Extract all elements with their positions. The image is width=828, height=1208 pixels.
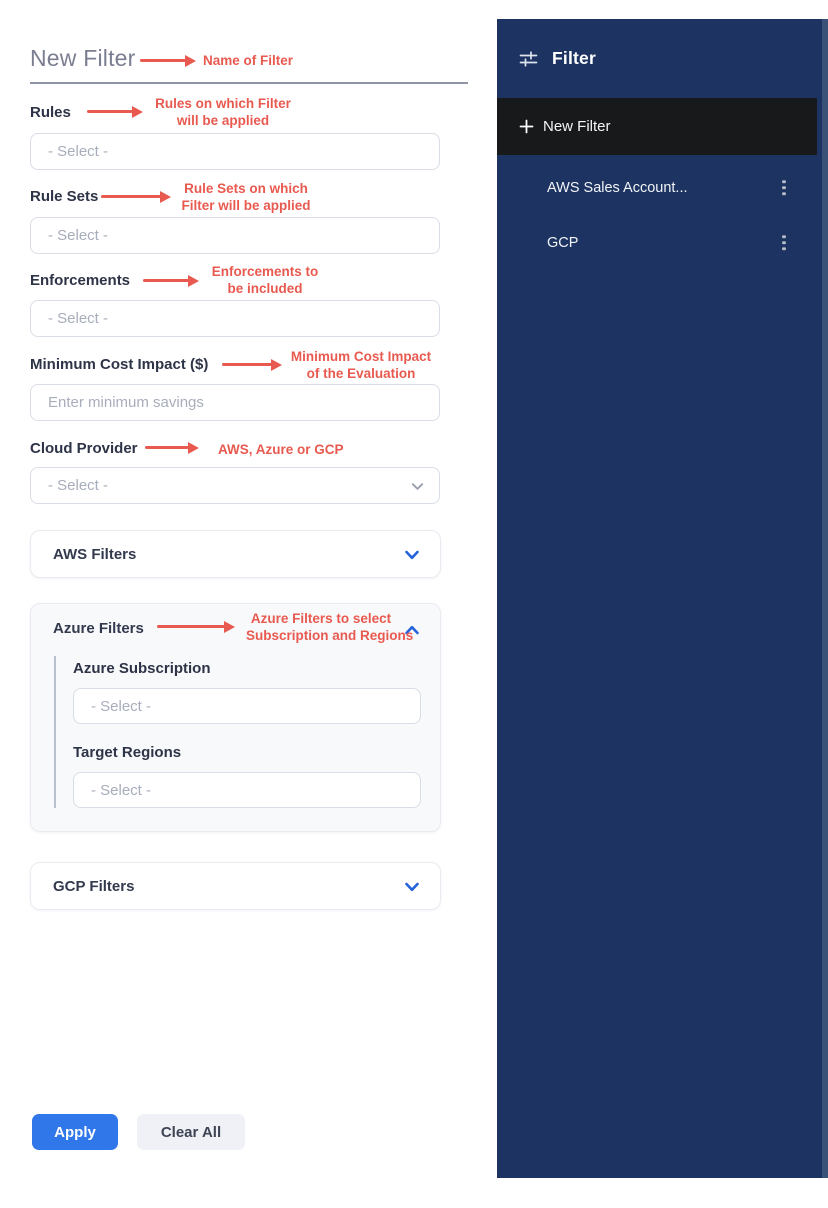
aws-filters-panel[interactable]: [30, 530, 441, 578]
sidebar-item-gcp[interactable]: [497, 215, 828, 270]
clear-all-button[interactable]: Clear All: [137, 1114, 245, 1150]
sidebar-item-label: GCP: [547, 234, 579, 251]
new-filter-button[interactable]: [497, 98, 817, 155]
azure-panel-indent-line: [54, 656, 56, 808]
page-title: New Filter: [30, 45, 136, 71]
min-cost-input[interactable]: [30, 384, 440, 421]
annotation-arrow-cloud-provider: [145, 446, 189, 449]
sidebar-scrollbar[interactable]: [822, 19, 828, 1178]
annotation-arrow-rule-sets: [101, 195, 161, 198]
target-regions-placeholder: - Select -: [91, 781, 152, 799]
cloud-provider-select-placeholder: - Select -: [48, 477, 109, 494]
annotation-arrow-rules: [87, 110, 133, 113]
sidebar-item-aws-sales-account[interactable]: [497, 160, 828, 215]
kebab-menu-icon[interactable]: [778, 176, 790, 200]
annotation-rule-sets: [170, 181, 322, 214]
chevron-down-icon[interactable]: [404, 879, 420, 895]
gcp-filters-panel[interactable]: [30, 862, 441, 910]
rules-select[interactable]: [30, 133, 440, 170]
rule-sets-select[interactable]: [30, 217, 440, 254]
enforcements-label: Enforcements: [30, 272, 131, 289]
annotation-rules: [148, 96, 298, 129]
new-filter-button-label: New Filter: [543, 118, 611, 135]
azure-subscription-placeholder: - Select -: [91, 697, 152, 715]
rules-label: Rules: [30, 104, 71, 121]
annotation-azure: [246, 611, 414, 644]
target-regions-select[interactable]: [73, 772, 421, 808]
annotation-rules-line1: Rules on which Filter: [155, 96, 291, 111]
annotation-arrow-azure: [157, 625, 225, 628]
annotation-rule-sets-line1: Rule Sets on which: [184, 181, 308, 196]
annotation-min-cost-line1: Minimum Cost Impact: [290, 349, 432, 364]
annotation-name: Name of Filter: [203, 53, 294, 68]
annotation-enforcements-line1: Enforcements to: [211, 264, 319, 279]
annotation-min-cost: [288, 349, 434, 382]
chevron-down-icon[interactable]: [404, 547, 420, 563]
gcp-filters-label: GCP Filters: [53, 878, 135, 895]
title-divider: [30, 82, 468, 84]
aws-filters-label: AWS Filters: [53, 546, 137, 563]
enforcements-select[interactable]: [30, 300, 440, 337]
sidebar-title: Filter: [552, 48, 596, 68]
cloud-provider-label: Cloud Provider: [30, 440, 138, 457]
azure-subscription-label: Azure Subscription: [73, 660, 211, 677]
filter-sidebar: [497, 19, 828, 1178]
plus-icon: [519, 119, 534, 134]
rule-sets-label: Rule Sets: [30, 188, 99, 205]
annotation-arrow-enforcements: [143, 279, 189, 282]
annotation-enforcements: [192, 264, 338, 297]
annotation-cloud-provider: AWS, Azure or GCP: [218, 442, 344, 457]
azure-filters-label: Azure Filters: [53, 620, 144, 637]
min-cost-label: Minimum Cost Impact ($): [30, 356, 209, 373]
annotation-azure-line1: Azure Filters to select: [250, 611, 392, 626]
sidebar-header: [497, 19, 828, 98]
rule-sets-select-placeholder: - Select -: [48, 227, 109, 244]
annotation-azure-line2: Subscription and Regions: [246, 627, 414, 643]
target-regions-label: Target Regions: [73, 744, 182, 761]
annotation-rule-sets-line2: Filter will be applied: [181, 197, 311, 213]
annotation-min-cost-line2: of the Evaluation: [306, 365, 416, 381]
kebab-menu-icon[interactable]: [778, 231, 790, 255]
rules-select-placeholder: - Select -: [48, 143, 109, 160]
apply-button[interactable]: Apply: [32, 1114, 118, 1150]
enforcements-select-placeholder: - Select -: [48, 310, 109, 327]
cloud-provider-select[interactable]: [30, 467, 440, 504]
chevron-down-icon: [410, 479, 425, 498]
annotation-arrow-min-cost: [222, 363, 272, 366]
annotation-arrow-name: [140, 59, 186, 62]
sidebar-item-label: AWS Sales Account...: [547, 179, 688, 196]
annotation-enforcements-line2: be included: [227, 280, 303, 296]
annotation-rules-line2: will be applied: [176, 112, 270, 128]
sliders-icon: [518, 49, 539, 69]
azure-subscription-select[interactable]: [73, 688, 421, 724]
